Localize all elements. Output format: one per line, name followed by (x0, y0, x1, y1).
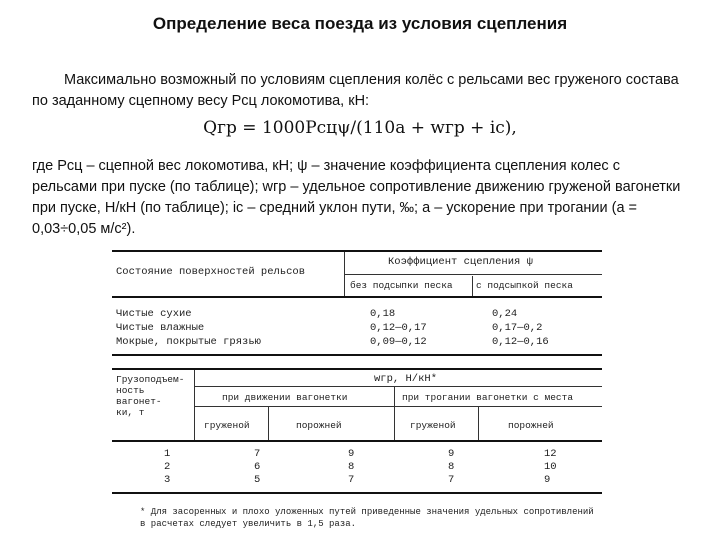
table-cell-no-sand: 0,18 (370, 308, 396, 320)
column-header-move-empty: порожней (296, 420, 342, 431)
table-rule (112, 296, 602, 298)
column-group-header-adhesion: Коэффициент сцепления ψ (388, 256, 533, 268)
table-cell-sand: 0,17—0,2 (492, 322, 543, 334)
column-header-start-empty: порожней (508, 420, 554, 431)
table-cell-start-loaded: 7 (448, 474, 455, 486)
table-rule (195, 386, 602, 387)
column-group-header-resistance: wгр, Н/кН* (374, 373, 438, 385)
column-header-sand: с подсыпкой песка (476, 280, 573, 291)
column-header-start-loaded: груженой (410, 420, 456, 431)
table-column-divider (472, 276, 473, 296)
table-cell-capacity: 2 (164, 461, 171, 473)
table-column-divider (394, 387, 395, 440)
table-cell-capacity: 1 (164, 448, 171, 460)
table-rule (345, 274, 602, 275)
table-cell-start-empty: 10 (544, 461, 557, 473)
table-cell-sand: 0,12—0,16 (492, 336, 549, 348)
column-header-move-loaded: груженой (204, 420, 250, 431)
table-cell-no-sand: 0,12—0,17 (370, 322, 427, 334)
table-cell-capacity: 3 (164, 474, 171, 486)
intro-paragraph: Максимально возможный по условиям сцепления колёс с рельсами вес груженого состава по заданному сцепному весу Pсц локомотива, кН: (32, 72, 679, 109)
table-rule (112, 440, 602, 442)
table-rule (195, 406, 602, 407)
table-cell-move-loaded: 7 (254, 448, 261, 460)
table-column-divider (478, 407, 479, 440)
table-cell-move-empty: 9 (348, 448, 355, 460)
table-cell-move-loaded: 5 (254, 474, 261, 486)
table-cell-move-empty: 7 (348, 474, 355, 486)
table-cell-start-empty: 12 (544, 448, 557, 460)
page-title: Определение веса поезда из условия сцепления (152, 14, 568, 33)
table-cell-sand: 0,24 (492, 308, 518, 320)
column-header-no-sand: без подсыпки песка (350, 280, 453, 291)
table-cell-state: Мокрые, покрытые грязью (116, 336, 261, 348)
table-rule (112, 250, 602, 252)
adhesion-coefficient-table (112, 250, 602, 362)
table-cell-move-empty: 8 (348, 461, 355, 473)
table-cell-no-sand: 0,09—0,12 (370, 336, 427, 348)
table-column-divider (268, 407, 269, 440)
resistance-table (112, 368, 602, 528)
train-weight-formula: Qгр = 1000Pсцψ/(110a + wгр + iс), (203, 118, 517, 138)
column-group-header-start: при трогании вагонетки с места (402, 392, 574, 403)
table-footnote: * Для засоренных и плохо уложенных путей приведенные значения удельных сопротивлений в расчетах следует увеличить в 1,5 раза. (140, 507, 594, 529)
table-cell-start-empty: 9 (544, 474, 551, 486)
formula-legend-paragraph: где Pсц – сцепной вес локомотива, кН; ψ – значение коэффициента сцепления колес с рельсами при пуске (по таблице); wгр – удельное сопротивление движению груженой вагонетки при пуске, Н/кН (по таблице); iс – средний уклон пути, ‰; a – ускорение при трогании (a = 0,03÷0,05 м/с²). (32, 158, 681, 237)
table-cell-start-loaded: 8 (448, 461, 455, 473)
table-rule (112, 354, 602, 356)
table-cell-state: Чистые влажные (116, 322, 205, 334)
table-rule (112, 492, 602, 494)
table-rule (112, 368, 602, 370)
table-cell-state: Чистые сухие (116, 308, 192, 320)
column-header-capacity: Грузоподъем- ность вагонет- ки, т (116, 374, 185, 418)
table-cell-start-loaded: 9 (448, 448, 455, 460)
table-column-divider (194, 370, 195, 440)
column-header-rail-state: Состояние поверхностей рельсов (116, 266, 306, 278)
column-group-header-movement: при движении вагонетки (222, 392, 348, 403)
table-cell-move-loaded: 6 (254, 461, 261, 473)
